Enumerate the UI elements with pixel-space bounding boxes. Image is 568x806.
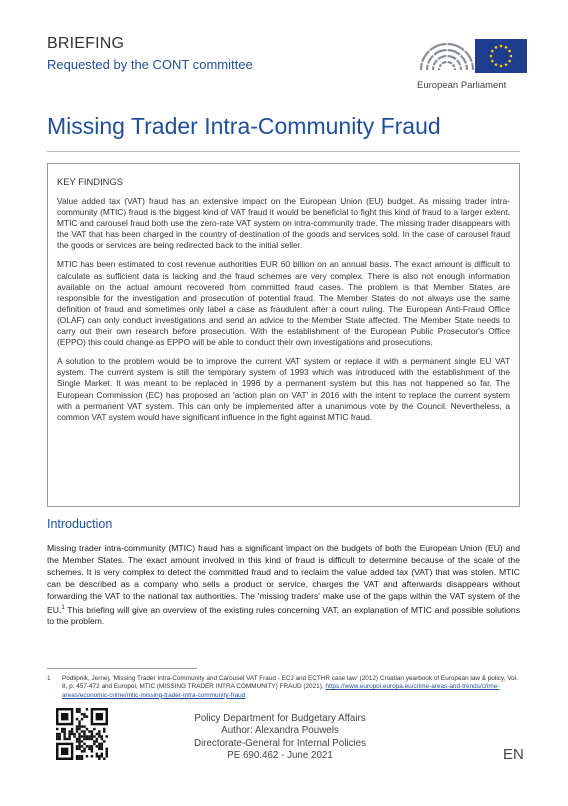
eu-star-icon [510,55,513,58]
footer-author: Author: Alexandra Pouwels [221,725,339,737]
eu-star-icon [508,50,511,53]
eu-star-icon [491,50,494,53]
eu-star-icon [495,63,498,66]
page-title: Missing Trader Intra-Community Fraud [47,113,441,139]
eu-flag-icon [475,39,527,73]
footnote-divider [47,668,197,669]
eu-star-icon [490,55,493,58]
logo-name: European Parliament [417,80,507,91]
footer-department: Policy Department for Budgetary Affairs [194,713,366,724]
eu-star-icon [505,46,508,49]
eu-star-icon [491,60,494,63]
footnote-number: 1 [47,675,51,682]
footnote-link[interactable]: https://www.europol.europa.eu/crime-areas-and-trends/crime-areas/economic-crime/mtic-missing-trader-intra-community-fraud [62,683,500,699]
footnote-citation: Podlipnik, Jernej, 'Missing Trader Intra-Community and Carousel VAT Fraud - ECJ and ECTHR case law' (2012) Croatian yearbook of European law & policy, Vol. 8, p. 457-472 and Europol, MTIC (MISSING TRADER INTRA COMMUNITY) FRAUD (2021), [62,675,518,691]
key-findings-box [47,163,520,507]
requested-by-label: Requested by the CONT committee [47,57,253,72]
eu-star-icon [500,45,503,48]
qr-code-icon [56,708,108,760]
hemicycle-icon [417,36,477,76]
eu-star-icon [508,60,511,63]
title-divider [47,151,520,152]
introduction-text: Missing trader intra-community (MTIC) fraud has a significant impact on the budgets of both the European Union (EU) and the Member States. The exact amount involved in this kind of fraud is difficult to determine because of the scale of the schemes. It is very complex to detect the committed fraud and to reclaim the value added tax (VAT) that was stolen. MTIC can be described as a company who sells a product or service, charges the VAT and afterwards disappears without forwarding the VAT to the national tax authorities. The 'missing traders' make use of the gaps within the VAT system of the EU. [47,543,520,615]
key-findings-paragraph: A solution to the problem would be to improve the current VAT system or replace it with a permanent single EU VAT system. The current system is still the temporary system of 1993 which was introduced with the establishment of the Single Market. It was meant to be replaced in 1996 by a permanent system but this has not happened so far. The European Commission (EC) has proposed an 'action plan on VAT' in 2016 with the intent to replace the current system with a permanent VAT system. This can only be implemented after a unanimous vote by the Council. Nevertheless, a common VAT system would have significant influence in the fight against MTIC fraud. [57,356,510,422]
eu-star-icon [495,46,498,49]
eu-star-icon [500,65,503,68]
introduction-heading: Introduction [47,517,113,531]
introduction-paragraph [47,543,520,628]
doc-type-label: BRIEFING [47,35,125,52]
key-findings-paragraph: MTIC has been estimated to cost revenue authorities EUR 60 billion on an annual basis. The exact amount is difficult to calculate as sufficient data is lacking and the fraud schemes are very complex. There is also not enough information available on the actual amount recovered from committed fraud cases. The problem is that Member States are responsible for the investigation and prosecution of potential fraud. The Member States do not always use the same definition of fraud and sometimes only label a case as fraudulent after a court ruling. The European Anti-Fraud Office (OLAF) can only conduct investigations and send an advice to the Member State affected. The Member State needs to carry out their own research before prosecution. With the establishment of the European Public Prosecutor's Office (EPPO) this could change as EPPO will be able to conduct their own investigations and prosecutions. [57,259,510,348]
footer-info [160,713,400,762]
footer-directorate: Directorate-General for Internal Policies [193,737,367,749]
eu-star-icon [505,63,508,66]
footnote-text [62,675,520,700]
key-findings-heading: KEY FINDINGS [57,176,123,187]
european-parliament-logo [417,36,527,98]
language-code: EN [503,746,524,763]
introduction-text-end: This briefing will give an overview of the existing rules concerning VAT, an explanation of MTIC and possible solutions to the problem. [47,604,520,627]
footnote-reference[interactable]: 1 [61,604,65,611]
footer-reference: PE 690.462 - June 2021 [227,749,333,761]
key-findings-paragraph: Value added tax (VAT) fraud has an extensive impact on the European Union (EU) budget. As missing trader intra-community (MTIC) fraud is the biggest kind of VAT fraud it would be beneficial to fight this kind of fraud to a larger extent. MTIC and carousel fraud both use the zero-rate VAT system on intra-community trade. The missing trader disappears with the VAT that has been charged in the country of destination of the goods and services sold. In the case of carousel fraud the goods or services are being redirected back to the initial seller. [57,196,510,251]
